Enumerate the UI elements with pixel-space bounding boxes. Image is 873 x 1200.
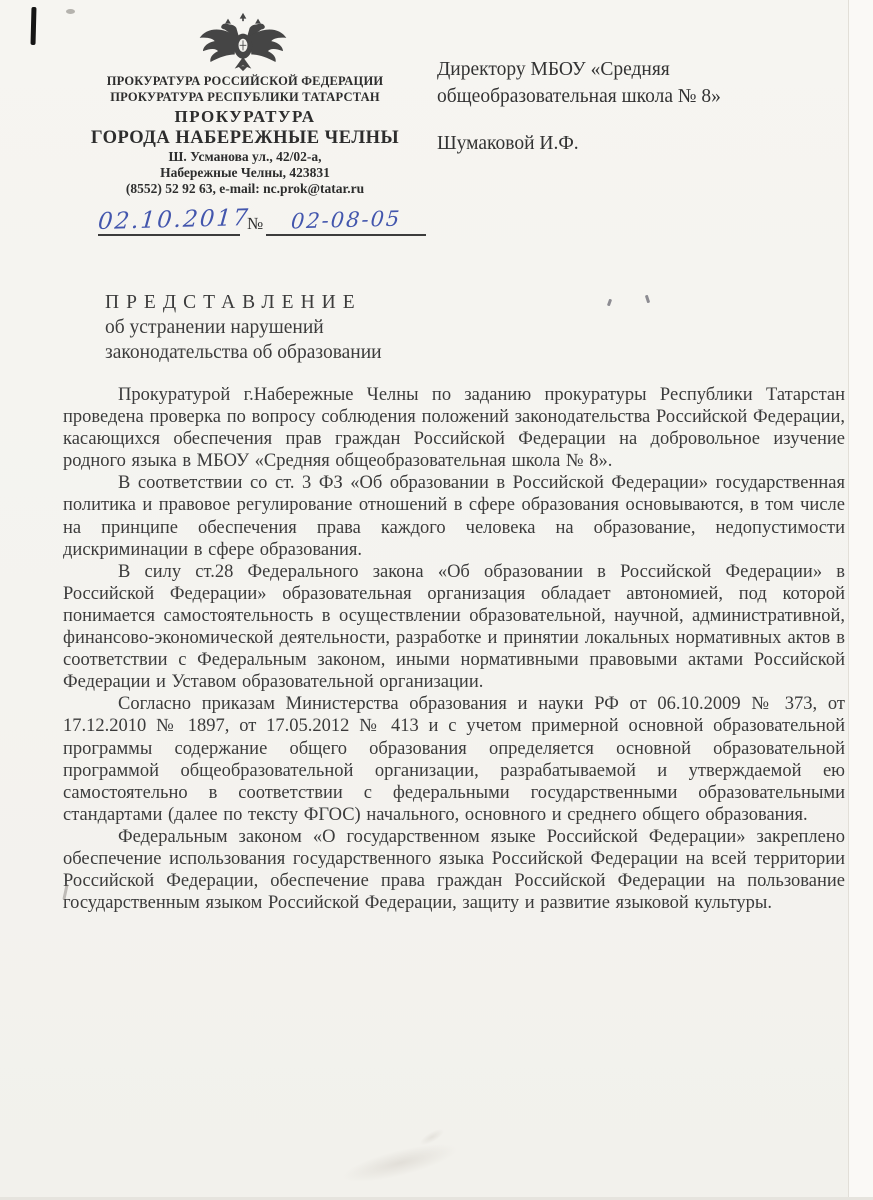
letterhead-org-line1: ПРОКУРАТУРА РОССИЙСКОЙ ФЕДЕРАЦИИ [106, 74, 384, 88]
paragraph: В силу ст.28 Федерального закона «Об образовании в Российской Федерации» в Российской Федерации» образовательная организация обладает автономией, под которой понимается самостоятельность в осуществлении образовательной, научной, административной, финансово-экономической деятельности, разработке и принятии локальных нормативных актов в соответствии с Федеральным законом, иными нормативными правовыми актами Российской Федерации и Уставом образовательной организации. [63, 561, 845, 693]
paragraph: Согласно приказам Министерства образования и науки РФ от 06.10.2009 № 373, от 17.12.2010 № 1897, от 17.05.2012 № 413 и с учетом примерной основной образовательной программы содержание общего образования определяется основной образовательной программой общеобразовательной организации, разрабатываемой и утверждаемой ею самостоятельно в соответствии с федеральными государственными образовательными стандартами (далее по тексту ФГОС) начального, основного и среднего общего образования. [63, 694, 845, 825]
letterhead-org-name-line2: ГОРОДА НАБЕРЕЖНЫЕ ЧЕЛНЫ [90, 128, 400, 148]
scan-artifact [66, 9, 75, 14]
handwritten-date: 02.10.2017 [97, 204, 251, 236]
letterhead [73, 74, 417, 197]
addressee-name: Шумаковой И.Ф. [437, 133, 579, 154]
scan-artifact [607, 299, 612, 307]
addressee-line1: Директору МБОУ «Средняя [437, 59, 670, 80]
letterhead-contact-line: (8552) 52 92 63, e-mail: nc.prok@tatar.ru [125, 181, 365, 196]
scan-artifact [645, 295, 650, 304]
letterhead-address-line2: Набережные Челны, 423831 [160, 165, 330, 180]
letterhead-address-line1: Ш. Усманова ул., 42/02-а, [168, 149, 322, 164]
addressee-block [437, 57, 721, 158]
letterhead-org-name-line1: ПРОКУРАТУРА [174, 107, 316, 126]
coat-of-arms-eagle-icon [193, 11, 293, 73]
document-title-line1: ПРЕДСТАВЛЕНИЕ [105, 292, 362, 313]
scan-artifact [339, 1136, 462, 1190]
addressee-line2: общеобразовательная школа № 8» [437, 85, 721, 107]
number-sign: № [247, 214, 264, 233]
reference-line [98, 200, 426, 236]
letterhead-org-line2: ПРОКУРАТУРА РЕСПУБЛИКИ ТАТАРСТАН [110, 89, 380, 104]
number-field [266, 208, 426, 236]
document-title-line3: законодательства об образовании [105, 342, 382, 363]
staple-mark [31, 7, 37, 45]
document-body [63, 384, 845, 914]
date-field [97, 204, 251, 236]
scan-edge-right [848, 0, 873, 1200]
paragraph: Федеральным законом «О государственном языке Российской Федерации» закреплено обеспечение использования государственного языка Российской Федерации на всей территории Российской Федерации, обеспечение права граждан Российской Федерации на пользование государственным языком Российской Федерации, защиту и развитие языковой культуры. [63, 826, 845, 914]
paragraph: Прокуратурой г.Набережные Челны по заданию прокуратуры Республики Татарстан проведена проверка по вопросу соблюдения положений законодательства Российской Федерации, касающихся обеспечения прав граждан Российской Федерации на добровольное изучение родного языка в МБОУ «Средняя общеобразовательная школа № 8». [63, 385, 845, 472]
document-title [105, 290, 382, 365]
document-title-line2: об устранении нарушений [105, 317, 324, 338]
handwritten-number: 02-08-05 [290, 206, 403, 234]
paragraph: В соответствии со ст. 3 ФЗ «Об образовании в Российской Федерации» государственная политика и правовое регулирование отношений в сфере образования основываются, в том числе на принципе обеспечения права каждого человека на образование, недопустимости дискриминации в сфере образования. [63, 473, 845, 560]
